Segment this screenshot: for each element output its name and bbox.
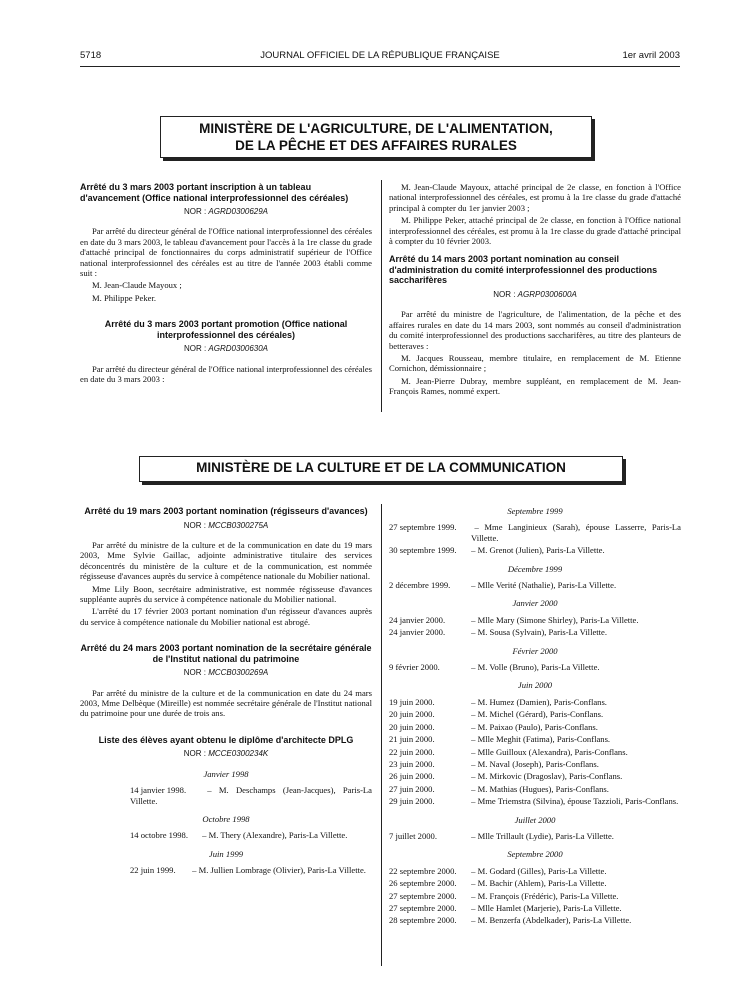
nor-reference: NOR : MCCE0300234K	[183, 749, 269, 759]
month-heading: Février 2000	[512, 645, 558, 656]
graduate-entry	[389, 771, 681, 781]
month-heading: Juin 1999	[208, 848, 244, 859]
entry-date: 26 juin 2000.	[389, 771, 435, 782]
entry-date: 22 septembre 2000.	[389, 865, 457, 876]
graduate-entry	[389, 580, 681, 590]
graduate-entry	[389, 522, 681, 543]
entry-date: 27 septembre 1999.	[389, 522, 457, 533]
graduate-entry	[389, 545, 681, 555]
entry-date: 24 janvier 2000.	[389, 614, 446, 625]
entry-date: 20 juin 2000.	[389, 709, 435, 720]
nor-reference: NOR : AGRP0300600A	[493, 289, 577, 299]
paragraph: Mme Lily Boon, secrétaire administrative, est nommée régisseuse d'avances suppléante auprès du service à compétence nationale du Mobilier national.	[80, 583, 372, 604]
paragraph: M. Jacques Rousseau, membre titulaire, en remplacement de M. Etienne Cornichon, démissionnaire ;	[389, 352, 681, 374]
graduate-entry	[389, 796, 681, 806]
paragraph: M. Jean-Claude Mayoux, attaché principal de 2e classe, en fonction à l'Office national interprofessionnel des céréales, est promu à la 1re classe du grade d'attaché principal à compter du 1er janvier 2003 ;	[389, 182, 681, 213]
entry-date: 2 décembre 1999.	[389, 580, 451, 591]
graduate-entry	[389, 759, 681, 769]
entry-date: 23 juin 2000.	[389, 758, 435, 769]
agriculture-right-column	[389, 182, 681, 399]
culture-left-column	[80, 506, 372, 878]
page-header	[80, 50, 680, 62]
journal-title: JOURNAL OFFICIEL DE LA RÉPUBLIQUE FRANÇAISE	[260, 50, 500, 61]
decree-title: Arrêté du 24 mars 2003 portant nomination de la secrétaire générale de l'Institut national du patrimoine	[80, 643, 372, 664]
ministry-agriculture-heading	[160, 116, 592, 158]
paragraph: Par arrêté du ministre de l'agriculture, de l'alimentation, de la pêche et des affaires rurales en date du 14 mars 2003, sont nommés au conseil d'administration du comité interprofessionnel des productions saccharifères, au titre des planteurs de betteraves :	[389, 309, 681, 351]
graduate-entry: 22 juin 1999. – M. Jullien Lombrage (Olivier), Paris-La Villette.	[130, 865, 366, 876]
graduate-entry	[389, 662, 681, 672]
entry-text: – Mme Triemstra (Silvina), épouse Tazzioli, Paris-Conflans.	[471, 796, 679, 807]
entry-text: – M. Volle (Bruno), Paris-La Villette.	[471, 662, 600, 673]
entry-date: 24 janvier 2000.	[389, 627, 446, 638]
entry-date: 27 juin 2000.	[389, 783, 435, 794]
entry-text: – Mlle Mary (Simone Shirley), Paris-La Villette.	[471, 614, 639, 625]
paragraph: M. Philippe Peker.	[92, 292, 156, 303]
entry-date: 21 juin 2000.	[389, 734, 435, 745]
graduate-entry	[389, 697, 681, 707]
list-title: Liste des élèves ayant obtenu le diplôme d'architecte DPLG	[98, 734, 354, 745]
culture-right-column	[389, 506, 681, 928]
graduate-entry	[389, 831, 681, 841]
decree-title: Arrêté du 14 mars 2003 portant nomination au conseil d'administration du comité interprofessionnel des productions saccharifères	[389, 254, 658, 286]
entry-date: 27 septembre 2000.	[389, 890, 457, 901]
graduate-entry	[389, 615, 681, 625]
graduate-entry	[389, 709, 681, 719]
month-heading: Janvier 1998	[203, 768, 249, 779]
issue-date: 1er avril 2003	[622, 50, 680, 61]
header-rule	[80, 66, 680, 67]
entry-text: – M. Grenot (Julien), Paris-La Villette.	[471, 545, 605, 556]
paragraph: M. Jean-Pierre Dubray, membre suppléant, en remplacement de M. Jean-François Rames, nommé expert.	[389, 375, 681, 397]
entry-text: – Mme Langinieux (Sarah), épouse Lasserre, Paris-La Villette.	[471, 522, 681, 543]
decree-title: Arrêté du 19 mars 2003 portant nomination (régisseurs d'avances)	[84, 506, 368, 516]
entry-date: 19 juin 2000.	[389, 696, 435, 707]
graduate-entry	[389, 627, 681, 637]
graduate-entry	[389, 784, 681, 794]
graduate-entry: 14 octobre 1998. – M. Thery (Alexandre), Paris-La Villette.	[130, 830, 348, 841]
page-number: 5718	[80, 50, 102, 61]
entry-text: – M. Paixao (Paulo), Paris-Conflans.	[471, 721, 598, 732]
ministry-agriculture-line1: MINISTÈRE DE L'AGRICULTURE, DE L'ALIMENTATION,	[199, 121, 553, 136]
entry-date: 7 juillet 2000.	[389, 830, 437, 841]
entry-date: 20 juin 2000.	[389, 721, 435, 732]
graduate-entry	[389, 747, 681, 757]
ministry-agriculture-line2: DE LA PÊCHE ET DES AFFAIRES RURALES	[235, 138, 517, 153]
entry-text: – Mlle Meghit (Fatima), Paris-Conflans.	[471, 734, 611, 745]
paragraph: Par arrêté du directeur général de l'Office national interprofessionnel des céréales en date du 3 mars 2003, le tableau d'avancement pour l'accès à la 1re classe du grade d'attaché principal de fonctionnaires du corps administratif supérieur de l'Office national interprofessionnel des céréales est au titre de l'année 2003 établi comme suit :	[80, 226, 372, 279]
nor-reference: NOR : AGRD0300629A	[183, 207, 269, 216]
graduate-entry	[389, 734, 681, 744]
entry-date: 29 juin 2000.	[389, 796, 435, 807]
entry-text: – M. Benzerfa (Abdelkader), Paris-La Villette.	[471, 915, 632, 926]
graduate-entry	[389, 866, 681, 876]
graduate-entry	[389, 915, 681, 925]
ministry-culture-heading	[139, 456, 623, 482]
graduate-entry	[389, 722, 681, 732]
entry-text: – M. François (Frédéric), Paris-La Villette.	[471, 890, 619, 901]
graduate-entry	[389, 878, 681, 888]
entry-date: 30 septembre 1999.	[389, 545, 457, 556]
graduate-entry	[389, 903, 681, 913]
entry-text: – M. Humez (Damien), Paris-Conflans.	[471, 696, 607, 707]
paragraph: Par arrêté du ministre de la culture et de la communication en date du 24 mars 2003, Mme Delbèque (Mireille) est nommée secrétaire générale de l'Institut national du patrimoine pour une durée de trois ans.	[80, 687, 372, 719]
paragraph: Par arrêté du ministre de la culture et de la communication en date du 19 mars 2003, Mme Sylvie Gaillac, adjointe administrative titulaire des services déconcentrés du ministère de la culture et de la communication, est nommée régisseuse d'avances auprès du service à compétence nationale du Mobilier national.	[80, 539, 372, 582]
month-heading: Décembre 1999	[507, 563, 563, 574]
entry-text: – M. Bachir (Ahlem), Paris-La Villette.	[471, 878, 607, 889]
paragraph: Par arrêté du directeur général de l'Office national interprofessionnel des céréales en date du 3 mars 2003 :	[80, 363, 372, 385]
entry-date: 27 septembre 2000.	[389, 902, 457, 913]
column-divider	[381, 180, 382, 412]
agriculture-left-column	[80, 182, 372, 386]
month-heading: Juin 2000	[517, 680, 553, 691]
entry-date: 22 juin 2000.	[389, 746, 435, 757]
entry-date: 26 septembre 2000.	[389, 878, 457, 889]
entry-text: – M. Michel (Gérard), Paris-Conflans.	[471, 709, 604, 720]
ministry-culture-title: MINISTÈRE DE LA CULTURE ET DE LA COMMUNICATION	[196, 460, 566, 475]
entry-text: – M. Mathias (Hugues), Paris-Conflans.	[471, 783, 609, 794]
month-heading: Septembre 1999	[507, 506, 563, 516]
entry-text: – Mlle Trillault (Lydie), Paris-La Villette.	[471, 830, 614, 841]
entry-text: – M. Sousa (Sylvain), Paris-La Villette.	[471, 627, 608, 638]
entry-text: – Mlle Verité (Nathalie), Paris-La Villette.	[471, 580, 617, 591]
month-heading: Octobre 1998	[202, 813, 250, 824]
graduate-entry: 14 janvier 1998. – M. Deschamps (Jean-Jacques), Paris-La Villette.	[130, 785, 372, 806]
entry-date: 9 février 2000.	[389, 662, 440, 673]
decree-title: Arrêté du 3 mars 2003 portant inscription à un tableau d'avancement (Office national interprofessionnel des céréales)	[80, 182, 349, 203]
paragraph: M. Philippe Peker, attaché principal de 2e classe, en fonction à l'Office national interprofessionnel des céréales, est promu à la 1re classe du grade d'attaché principal à compter du 10 février 2003.	[389, 215, 681, 247]
entry-text: – M. Mirkovic (Dragoslav), Paris-Conflans.	[471, 771, 623, 782]
entry-date: 28 septembre 2000.	[389, 915, 457, 926]
column-divider	[381, 504, 382, 966]
paragraph: M. Jean-Claude Mayoux ;	[92, 280, 182, 291]
nor-reference: NOR : MCCB0300275A	[183, 520, 269, 530]
decree-title: Arrêté du 3 mars 2003 portant promotion (Office national interprofessionnel des céréales)	[104, 319, 348, 340]
entry-text: – M. Naval (Joseph), Paris-Conflans.	[471, 758, 599, 769]
month-heading: Juillet 2000	[514, 814, 556, 825]
graduate-entry	[389, 891, 681, 901]
entry-text: – Mlle Guilloux (Alexandra), Paris-Conflans.	[471, 746, 628, 757]
entry-text: – M. Godard (Gilles), Paris-La Villette.	[471, 865, 607, 876]
nor-reference: NOR : MCCB0300269A	[183, 668, 269, 678]
month-heading: Septembre 2000	[507, 849, 563, 860]
paragraph: L'arrêté du 17 février 2003 portant nomination d'un régisseur d'avances auprès du service à compétence nationale du Mobilier national est abrogé.	[80, 606, 372, 627]
entry-text: – Mlle Hamlet (Marjerie), Paris-La Villette.	[471, 902, 622, 913]
nor-reference: NOR : AGRD0300630A	[183, 344, 269, 354]
month-heading: Janvier 2000	[512, 598, 558, 609]
